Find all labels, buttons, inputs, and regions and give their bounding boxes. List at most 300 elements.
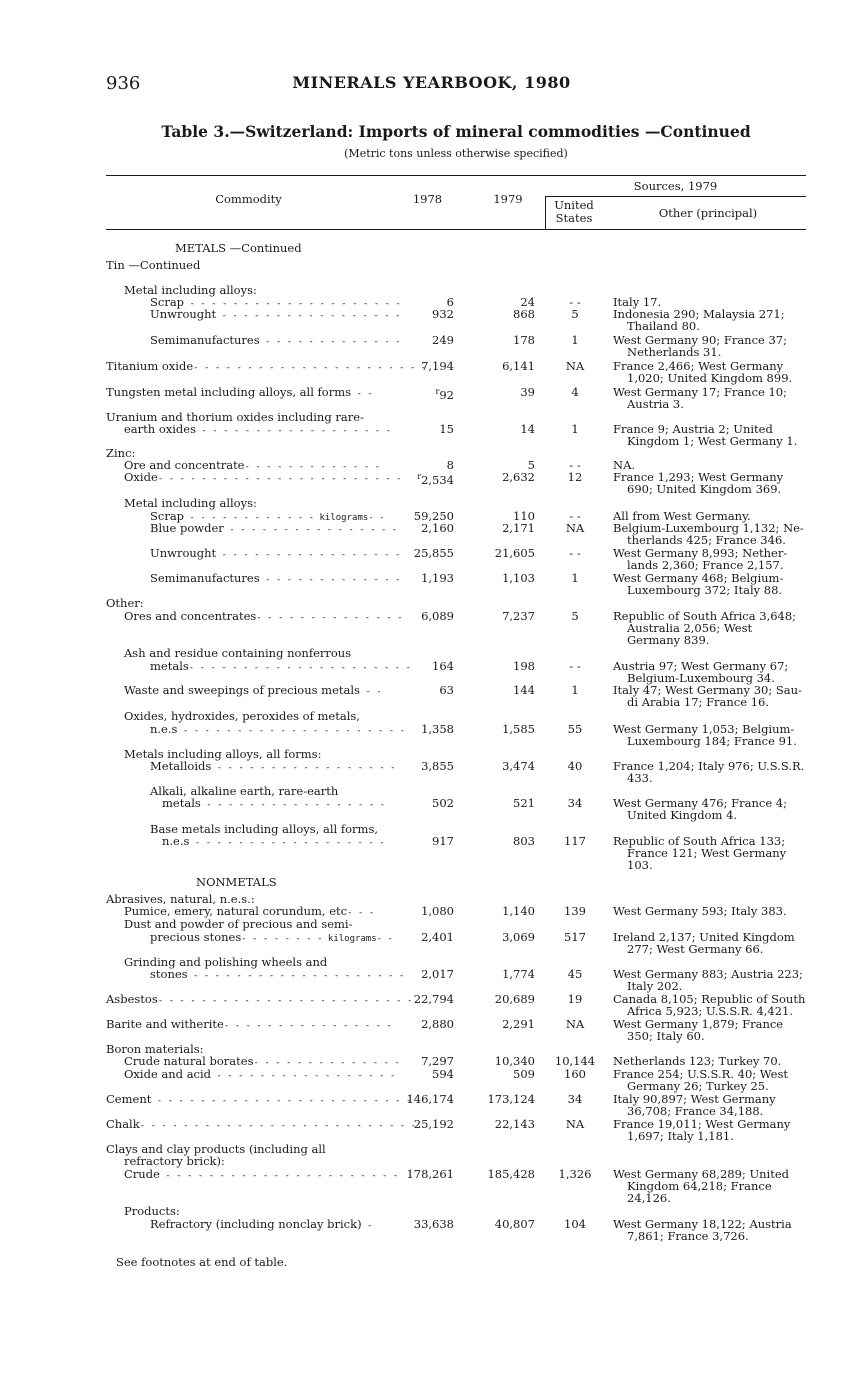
dot-leader: - - - - - - - - - - - - - - - - - — [200, 800, 386, 810]
header-top-rule-left — [106, 175, 545, 176]
commodity-label — [106, 1092, 412, 1107]
value-1978 — [374, 660, 454, 672]
commodity-label — [150, 967, 405, 982]
value-1978-text: 59,250 — [413, 509, 454, 523]
commodity-label — [150, 333, 401, 348]
commodity-label — [124, 1067, 396, 1082]
commodity-name: Dust and powder of precious and semi- — [124, 917, 353, 931]
dot-leader: - - - - - - - - - - - - - - - - - - - - - — [177, 726, 406, 736]
value-united-states: 34 — [567, 1092, 583, 1106]
commodity-name: Boron materials: — [106, 1042, 204, 1056]
commodity-label — [124, 422, 392, 437]
commodity-name: Asbestos — [106, 992, 158, 1006]
value-united-states: NA — [565, 1117, 585, 1131]
commodity-label — [124, 1205, 180, 1217]
value-1978 — [374, 1118, 454, 1130]
value-1978-text: 164 — [432, 659, 454, 673]
value-1978 — [374, 1068, 454, 1080]
commodity-name: Barite and witherite — [106, 1017, 224, 1031]
value-1978-text: 22,794 — [413, 992, 454, 1006]
other-sources-line: Kingdom 64,218; France — [627, 1179, 772, 1193]
value-1978-text: 594 — [432, 1067, 454, 1081]
other-sources-line: Netherlands 31. — [627, 345, 722, 359]
dot-leader: - - - - - - - - - - - - - - - - - — [211, 763, 396, 773]
dot-leader: - - - - - - - - - - - - - - - - - - - - - — [188, 663, 411, 673]
commodity-label — [124, 1167, 399, 1182]
commodity-name: Ore and concentrate — [124, 458, 245, 472]
commodity-name: Metals including alloys, all forms: — [124, 747, 322, 761]
other-sources-line: 433. — [627, 771, 653, 785]
dot-leader: - - - - - - - - - - - - - — [259, 337, 401, 347]
commodity-label — [150, 722, 406, 737]
dot-leader: - - - - - - - - - - - - - - - - — [223, 1021, 392, 1031]
commodity-label — [150, 307, 401, 322]
other-sources-line: 350; Italy 60. — [627, 1029, 705, 1043]
value-united-states: 5 — [571, 609, 579, 623]
value-1979: 1,140 — [502, 904, 535, 918]
dot-leader: - - - - - - - - - - - - - - — [253, 1058, 400, 1068]
value-1979: 521 — [513, 796, 535, 810]
sources-subrule — [545, 196, 806, 197]
value-1978-text: 917 — [432, 834, 454, 848]
other-sources-line: 36,708; France 34,188. — [627, 1104, 764, 1118]
running-head: MINERALS YEARBOOK, 1980 — [292, 73, 571, 92]
value-united-states: 19 — [567, 992, 583, 1006]
commodity-name: Pumice, emery, natural corundum, etc — [124, 904, 348, 918]
commodity-name: Cement — [106, 1092, 152, 1106]
commodity-label — [106, 259, 200, 271]
commodity-name: Unwrought — [150, 307, 217, 321]
header-sources: Sources, 1979 — [633, 179, 718, 193]
value-1978 — [374, 360, 454, 372]
dot-leader: - - - - - - - - - - - - - - - - - — [211, 1071, 396, 1081]
value-1978 — [374, 471, 454, 486]
value-united-states: 1 — [571, 333, 579, 347]
value-1978-text: 932 — [432, 307, 454, 321]
value-united-states: 1 — [571, 422, 579, 436]
value-1978-text: 2,880 — [421, 1017, 454, 1031]
commodity-name: METALS —Continued — [175, 241, 302, 255]
value-1979: 173,124 — [487, 1092, 535, 1106]
other-sources-line: 24,126. — [627, 1191, 671, 1205]
commodity-name: Other: — [106, 596, 144, 610]
value-1978-text: 15 — [439, 422, 454, 436]
commodity-label — [124, 497, 257, 509]
other-sources-line: Belgium-Luxembourg 1,132; Ne- — [613, 521, 804, 535]
value-1978 — [374, 797, 454, 809]
dot-leader: - - — [359, 687, 382, 697]
commodity-label — [106, 597, 144, 609]
value-1978-text: 1,080 — [421, 904, 454, 918]
dot-leader: - - - - - - - - - - - - - — [259, 575, 401, 585]
value-1979: 2,632 — [502, 470, 535, 484]
commodity-label — [150, 521, 398, 536]
table-title: Table 3.—Switzerland: Imports of mineral commodities —Continued — [161, 122, 751, 141]
value-united-states: 1 — [571, 683, 579, 697]
dot-leader: - - - - - - - - - - - - - - - - - - - - - - — [193, 363, 427, 373]
dot-leader: - - - - - - - - - - - - - - - - - - - - - - - - - - — [139, 1121, 417, 1131]
value-1978 — [374, 905, 454, 917]
value-united-states: 517 — [564, 930, 586, 944]
commodity-name: Oxide — [124, 470, 158, 484]
dot-leader: - - - - - - - - - - - - - — [244, 462, 380, 472]
dot-leader: - - - - - - - - - - - - - - - - - - - - - - - - — [151, 1096, 412, 1106]
commodity-name: Ores and concentrates — [124, 609, 257, 623]
value-1979: 5 — [527, 458, 535, 472]
other-sources-line: Ireland 2,137; United Kingdom — [613, 930, 795, 944]
value-1978 — [374, 610, 454, 622]
dot-leader: - - - - - - - - - - - - - - - - - - - - - - — [159, 1171, 399, 1181]
value-1978-text: 178,261 — [406, 1167, 454, 1181]
revised-mark: r — [417, 472, 422, 481]
commodity-name: Titanium oxide — [106, 359, 194, 373]
value-1978 — [374, 993, 454, 1005]
value-1978-text: 3,855 — [421, 759, 454, 773]
other-sources-line: West Germany 8,993; Nether- — [613, 546, 788, 560]
commodity-name: Metal including alloys: — [124, 283, 257, 297]
value-1979: 3,474 — [502, 759, 535, 773]
commodity-label — [150, 659, 411, 674]
value-united-states: 12 — [567, 470, 583, 484]
value-1979: 39 — [520, 385, 535, 399]
value-united-states: 160 — [564, 1067, 586, 1081]
value-1979: 22,143 — [494, 1117, 535, 1131]
other-sources-line: Netherlands 123; Turkey 70. — [613, 1054, 782, 1068]
commodity-label — [124, 647, 351, 659]
value-1978-text: 7,297 — [421, 1054, 454, 1068]
value-united-states: 5 — [571, 307, 579, 321]
value-1978-text: 25,855 — [413, 546, 454, 560]
value-1978 — [374, 835, 454, 847]
commodity-name: metals — [162, 796, 201, 810]
value-1978 — [374, 386, 454, 401]
value-united-states: - - — [569, 546, 581, 560]
dot-leader: - - - - - - - - - - - - - - - - - - - - - - - - — [157, 996, 413, 1006]
commodity-name: Abrasives, natural, n.e.s.: — [106, 892, 255, 906]
other-sources-line: Republic of South Africa 3,648; — [613, 609, 797, 623]
commodity-name: earth oxides — [124, 422, 196, 436]
commodity-label — [124, 683, 382, 698]
commodity-name: Semimanufactures — [150, 571, 260, 585]
value-united-states: 34 — [567, 796, 583, 810]
other-sources-line: Germany 839. — [627, 633, 710, 647]
commodity-name: Crude — [124, 1167, 160, 1181]
value-united-states: NA — [565, 521, 585, 535]
other-sources-line: France 9; Austria 2; United — [613, 422, 773, 436]
value-1978 — [374, 308, 454, 320]
other-sources-line: 1,697; Italy 1,181. — [627, 1129, 734, 1143]
other-sources-line: Republic of South Africa 133; — [613, 834, 786, 848]
commodity-name: NONMETALS — [196, 875, 277, 889]
value-1978 — [374, 522, 454, 534]
value-1978-text: 1,358 — [421, 722, 454, 736]
value-1979: 21,605 — [494, 546, 535, 560]
commodity-label — [106, 359, 427, 374]
commodity-name: Products: — [124, 1204, 180, 1218]
value-1979: 1,585 — [502, 722, 535, 736]
page-number: 936 — [106, 73, 141, 94]
value-1978 — [374, 760, 454, 772]
dot-leader: - - - - - - - - - - - - - - - - - - — [196, 426, 392, 436]
other-sources-line: Kingdom 1; West Germany 1. — [627, 434, 798, 448]
other-sources-line: West Germany 883; Austria 223; — [613, 967, 803, 981]
other-sources-line: West Germany 17; France 10; — [613, 385, 787, 399]
other-sources-line: France 1,204; Italy 976; U.S.S.R. — [613, 759, 805, 773]
value-1979: 40,807 — [494, 1217, 535, 1231]
sources-divider — [545, 196, 546, 229]
value-1978 — [374, 334, 454, 346]
other-sources-line: lands 2,360; France 2,157. — [627, 558, 784, 572]
commodity-name: Waste and sweepings of precious metals — [124, 683, 360, 697]
value-1978 — [374, 1093, 454, 1105]
value-1978 — [374, 459, 454, 471]
other-sources-line: Italy 202. — [627, 979, 683, 993]
commodity-name: Scrap — [150, 295, 185, 309]
other-sources-line: Germany 26; Turkey 25. — [627, 1079, 769, 1093]
commodity-name: Clays and clay products (including all — [106, 1142, 326, 1156]
other-sources-line: West Germany 1,053; Belgium- — [613, 722, 795, 736]
commodity-label — [162, 796, 386, 811]
commodity-name: precious stones — [150, 930, 242, 944]
value-1979: 868 — [513, 307, 535, 321]
other-sources-line: France 19,011; West Germany — [613, 1117, 791, 1131]
dot-leader: - - - - - - - - - - - - - - - - - — [216, 311, 401, 321]
other-sources-line: Austria 97; West Germany 67; — [613, 659, 789, 673]
dot-leader: - - - - - - - - - - - - - - - - - — [216, 550, 401, 560]
value-1978-text: 6,089 — [421, 609, 454, 623]
value-united-states: - - — [569, 509, 581, 523]
dot-leader: - - - - - - - - - - - - - - - - — [223, 525, 398, 535]
header-top-rule-right — [545, 175, 806, 176]
dot-leader: - - - - - - - - kilograms- - — [241, 934, 393, 944]
other-sources-line: Italy 90,897; West Germany — [613, 1092, 776, 1106]
dot-leader: - - - - - - - - - - - - - - - - - - - - — [184, 299, 401, 309]
value-1979: 2,171 — [502, 521, 535, 535]
other-sources-line: Canada 8,105; Republic of South — [613, 992, 806, 1006]
dot-leader: - - - - - - - - - - - - - - - - - - — [189, 838, 385, 848]
commodity-name: Unwrought — [150, 546, 217, 560]
other-sources-line: West Germany 68,289; United — [613, 1167, 790, 1181]
value-1978 — [374, 423, 454, 435]
value-1978-text: 6 — [446, 295, 454, 309]
footnote: See footnotes at end of table. — [116, 1255, 288, 1269]
other-sources-line: All from West Germany. — [613, 509, 751, 523]
commodity-label — [124, 710, 360, 722]
commodity-name: Alkali, alkaline earth, rare-earth — [150, 784, 339, 798]
commodity-name: Tungsten metal including alloys, all forms — [106, 385, 352, 399]
dot-leader: - - - - - - - - - - - - - - - - - - - - - - - — [157, 474, 402, 484]
commodity-label — [196, 876, 277, 888]
other-sources-line: West Germany 1,879; France — [613, 1017, 784, 1031]
value-united-states: - - — [569, 295, 581, 309]
other-sources-line: 1,020; United Kingdom 899. — [627, 371, 793, 385]
commodity-name: Grinding and polishing wheels and — [124, 955, 328, 969]
value-1978 — [374, 1168, 454, 1180]
value-1979: 20,689 — [494, 992, 535, 1006]
value-1978-text: 2,534 — [421, 472, 454, 487]
value-1979: 10,340 — [494, 1054, 535, 1068]
commodity-name: Metal including alloys: — [124, 496, 257, 510]
commodity-label — [124, 1155, 225, 1167]
commodity-name: n.e.s — [150, 722, 178, 736]
other-sources-line: therlands 425; France 346. — [627, 533, 786, 547]
value-united-states: 45 — [567, 967, 583, 981]
commodity-name: Oxide and acid — [124, 1067, 212, 1081]
header-commodity: Commodity — [215, 192, 282, 206]
other-sources-line: 103. — [627, 858, 653, 872]
dot-leader: - - — [351, 389, 373, 399]
value-united-states: 104 — [564, 1217, 586, 1231]
value-1978 — [374, 968, 454, 980]
other-sources-line: Thailand 80. — [627, 319, 700, 333]
commodity-name: n.e.s — [162, 834, 190, 848]
value-1978-text: 92 — [439, 387, 454, 402]
value-1979: 3,069 — [502, 930, 535, 944]
commodity-label — [106, 386, 372, 400]
value-united-states: 139 — [564, 904, 586, 918]
value-united-states: 1 — [571, 571, 579, 585]
commodity-name: Chalk — [106, 1117, 140, 1131]
dot-leader: - - - — [347, 908, 375, 918]
value-1978 — [374, 1018, 454, 1030]
commodity-name: Zinc: — [106, 446, 136, 460]
value-1978 — [374, 723, 454, 735]
value-united-states: 10,144 — [554, 1054, 596, 1068]
value-1978-text: 33,638 — [413, 1217, 454, 1231]
value-1979: 1,774 — [502, 967, 535, 981]
other-sources-line: Luxembourg 372; Italy 88. — [627, 583, 783, 597]
table-subtitle: (Metric tons unless otherwise specified) — [344, 147, 568, 160]
value-1978-text: 146,174 — [406, 1092, 454, 1106]
other-sources-line: West Germany 468; Belgium- — [613, 571, 784, 585]
commodity-name: Uranium and thorium oxides including rare- — [106, 410, 364, 424]
other-sources-line: France 1,293; West Germany — [613, 470, 784, 484]
header-bottom-rule — [106, 229, 806, 230]
value-1979: 7,237 — [502, 609, 535, 623]
other-sources-line: Austria 3. — [627, 397, 684, 411]
header-other-principal: Other (principal) — [658, 206, 758, 220]
value-1978-text: 249 — [432, 333, 454, 347]
value-1979: 509 — [513, 1067, 535, 1081]
commodity-label — [150, 571, 401, 586]
commodity-label — [150, 546, 401, 561]
commodity-label — [106, 1117, 417, 1132]
other-sources-line: Luxembourg 184; France 91. — [627, 734, 797, 748]
value-1978-text: 502 — [432, 796, 454, 810]
value-1978-text: 2,017 — [421, 967, 454, 981]
value-united-states: - - — [569, 458, 581, 472]
value-1979: 110 — [513, 509, 535, 523]
commodity-label — [124, 470, 402, 485]
value-united-states: - - — [569, 659, 581, 673]
value-united-states: 117 — [564, 834, 586, 848]
commodity-label — [150, 759, 396, 774]
value-1979: 1,103 — [502, 571, 535, 585]
commodity-name: Blue powder — [150, 521, 224, 535]
other-sources-line: Australia 2,056; West — [627, 621, 753, 635]
commodity-name: refractory brick): — [124, 1154, 225, 1168]
commodity-name: stones — [150, 967, 188, 981]
commodity-label — [124, 284, 257, 296]
value-1979: 144 — [513, 683, 535, 697]
commodity-name: Tin —Continued — [106, 258, 201, 272]
commodity-label — [162, 834, 385, 849]
commodity-label — [124, 918, 353, 930]
commodity-name: Crude natural borates — [124, 1054, 254, 1068]
dot-leader: - — [361, 1221, 373, 1231]
commodity-name: Oxides, hydroxides, peroxides of metals, — [124, 709, 360, 723]
other-sources-line: 7,861; France 3,726. — [627, 1229, 749, 1243]
commodity-name: metals — [150, 659, 189, 673]
value-united-states: NA — [565, 1017, 585, 1031]
commodity-label — [150, 930, 393, 945]
value-1979: 185,428 — [487, 1167, 535, 1181]
commodity-name: Base metals including alloys, all forms, — [150, 822, 379, 836]
dot-leader: - - - - - - - - - - - - kilograms- - — [184, 513, 385, 523]
value-1978 — [374, 684, 454, 696]
value-united-states: 1,326 — [558, 1167, 592, 1181]
commodity-name: Metalloids — [150, 759, 212, 773]
revised-mark: r — [435, 387, 440, 396]
value-1978-text: 2,401 — [421, 930, 454, 944]
header-1978: 1978 — [412, 192, 443, 206]
commodity-label — [106, 1017, 392, 1032]
other-sources-line: Italy 47; West Germany 30; Sau- — [613, 683, 802, 697]
other-sources-line: West Germany 90; France 37; — [613, 333, 787, 347]
other-sources-line: West Germany 476; France 4; — [613, 796, 787, 810]
other-sources-line: 690; United Kingdom 369. — [627, 482, 782, 496]
value-1978-text: 63 — [439, 683, 454, 697]
value-1979: 6,141 — [502, 359, 535, 373]
other-sources-line: France 254; U.S.S.R. 40; West — [613, 1067, 789, 1081]
other-sources-line: West Germany 18,122; Austria — [613, 1217, 792, 1231]
value-1978-text: 8 — [446, 458, 454, 472]
value-1979: 14 — [520, 422, 535, 436]
value-1979: 803 — [513, 834, 535, 848]
value-1978 — [374, 572, 454, 584]
other-sources-line: Africa 5,923; U.S.S.R. 4,421. — [627, 1004, 794, 1018]
commodity-label — [175, 242, 302, 254]
other-sources-line: Belgium-Luxembourg 34. — [627, 671, 775, 685]
value-1978 — [374, 1055, 454, 1067]
commodity-label — [106, 992, 413, 1007]
commodity-name: Semimanufactures — [150, 333, 260, 347]
other-sources-line: Italy 17. — [613, 295, 662, 309]
value-1978-text: 2,160 — [421, 521, 454, 535]
dot-leader: - - - - - - - - - - - - - - - - - - - - — [187, 971, 405, 981]
other-sources-line: West Germany 593; Italy 383. — [613, 904, 787, 918]
value-united-states: 55 — [567, 722, 583, 736]
value-1978 — [374, 547, 454, 559]
value-1978-text: 25,192 — [413, 1117, 454, 1131]
header-united-states: United States — [554, 198, 594, 225]
commodity-name: Scrap — [150, 509, 185, 523]
value-1979: 198 — [513, 659, 535, 673]
dot-leader: - - - - - - - - - - - - - - — [256, 613, 403, 623]
value-1978 — [374, 1218, 454, 1230]
commodity-label — [124, 609, 403, 624]
value-1978-text: 7,194 — [421, 359, 454, 373]
value-1978-text: 1,193 — [421, 571, 454, 585]
commodity-name: Refractory (including nonclay brick) — [150, 1217, 362, 1231]
value-united-states: 4 — [571, 385, 579, 399]
value-1979: 178 — [513, 333, 535, 347]
value-united-states: 40 — [567, 759, 583, 773]
value-united-states: NA — [565, 359, 585, 373]
value-1979: 2,291 — [502, 1017, 535, 1031]
commodity-label — [150, 1218, 372, 1232]
value-1978 — [374, 931, 454, 943]
